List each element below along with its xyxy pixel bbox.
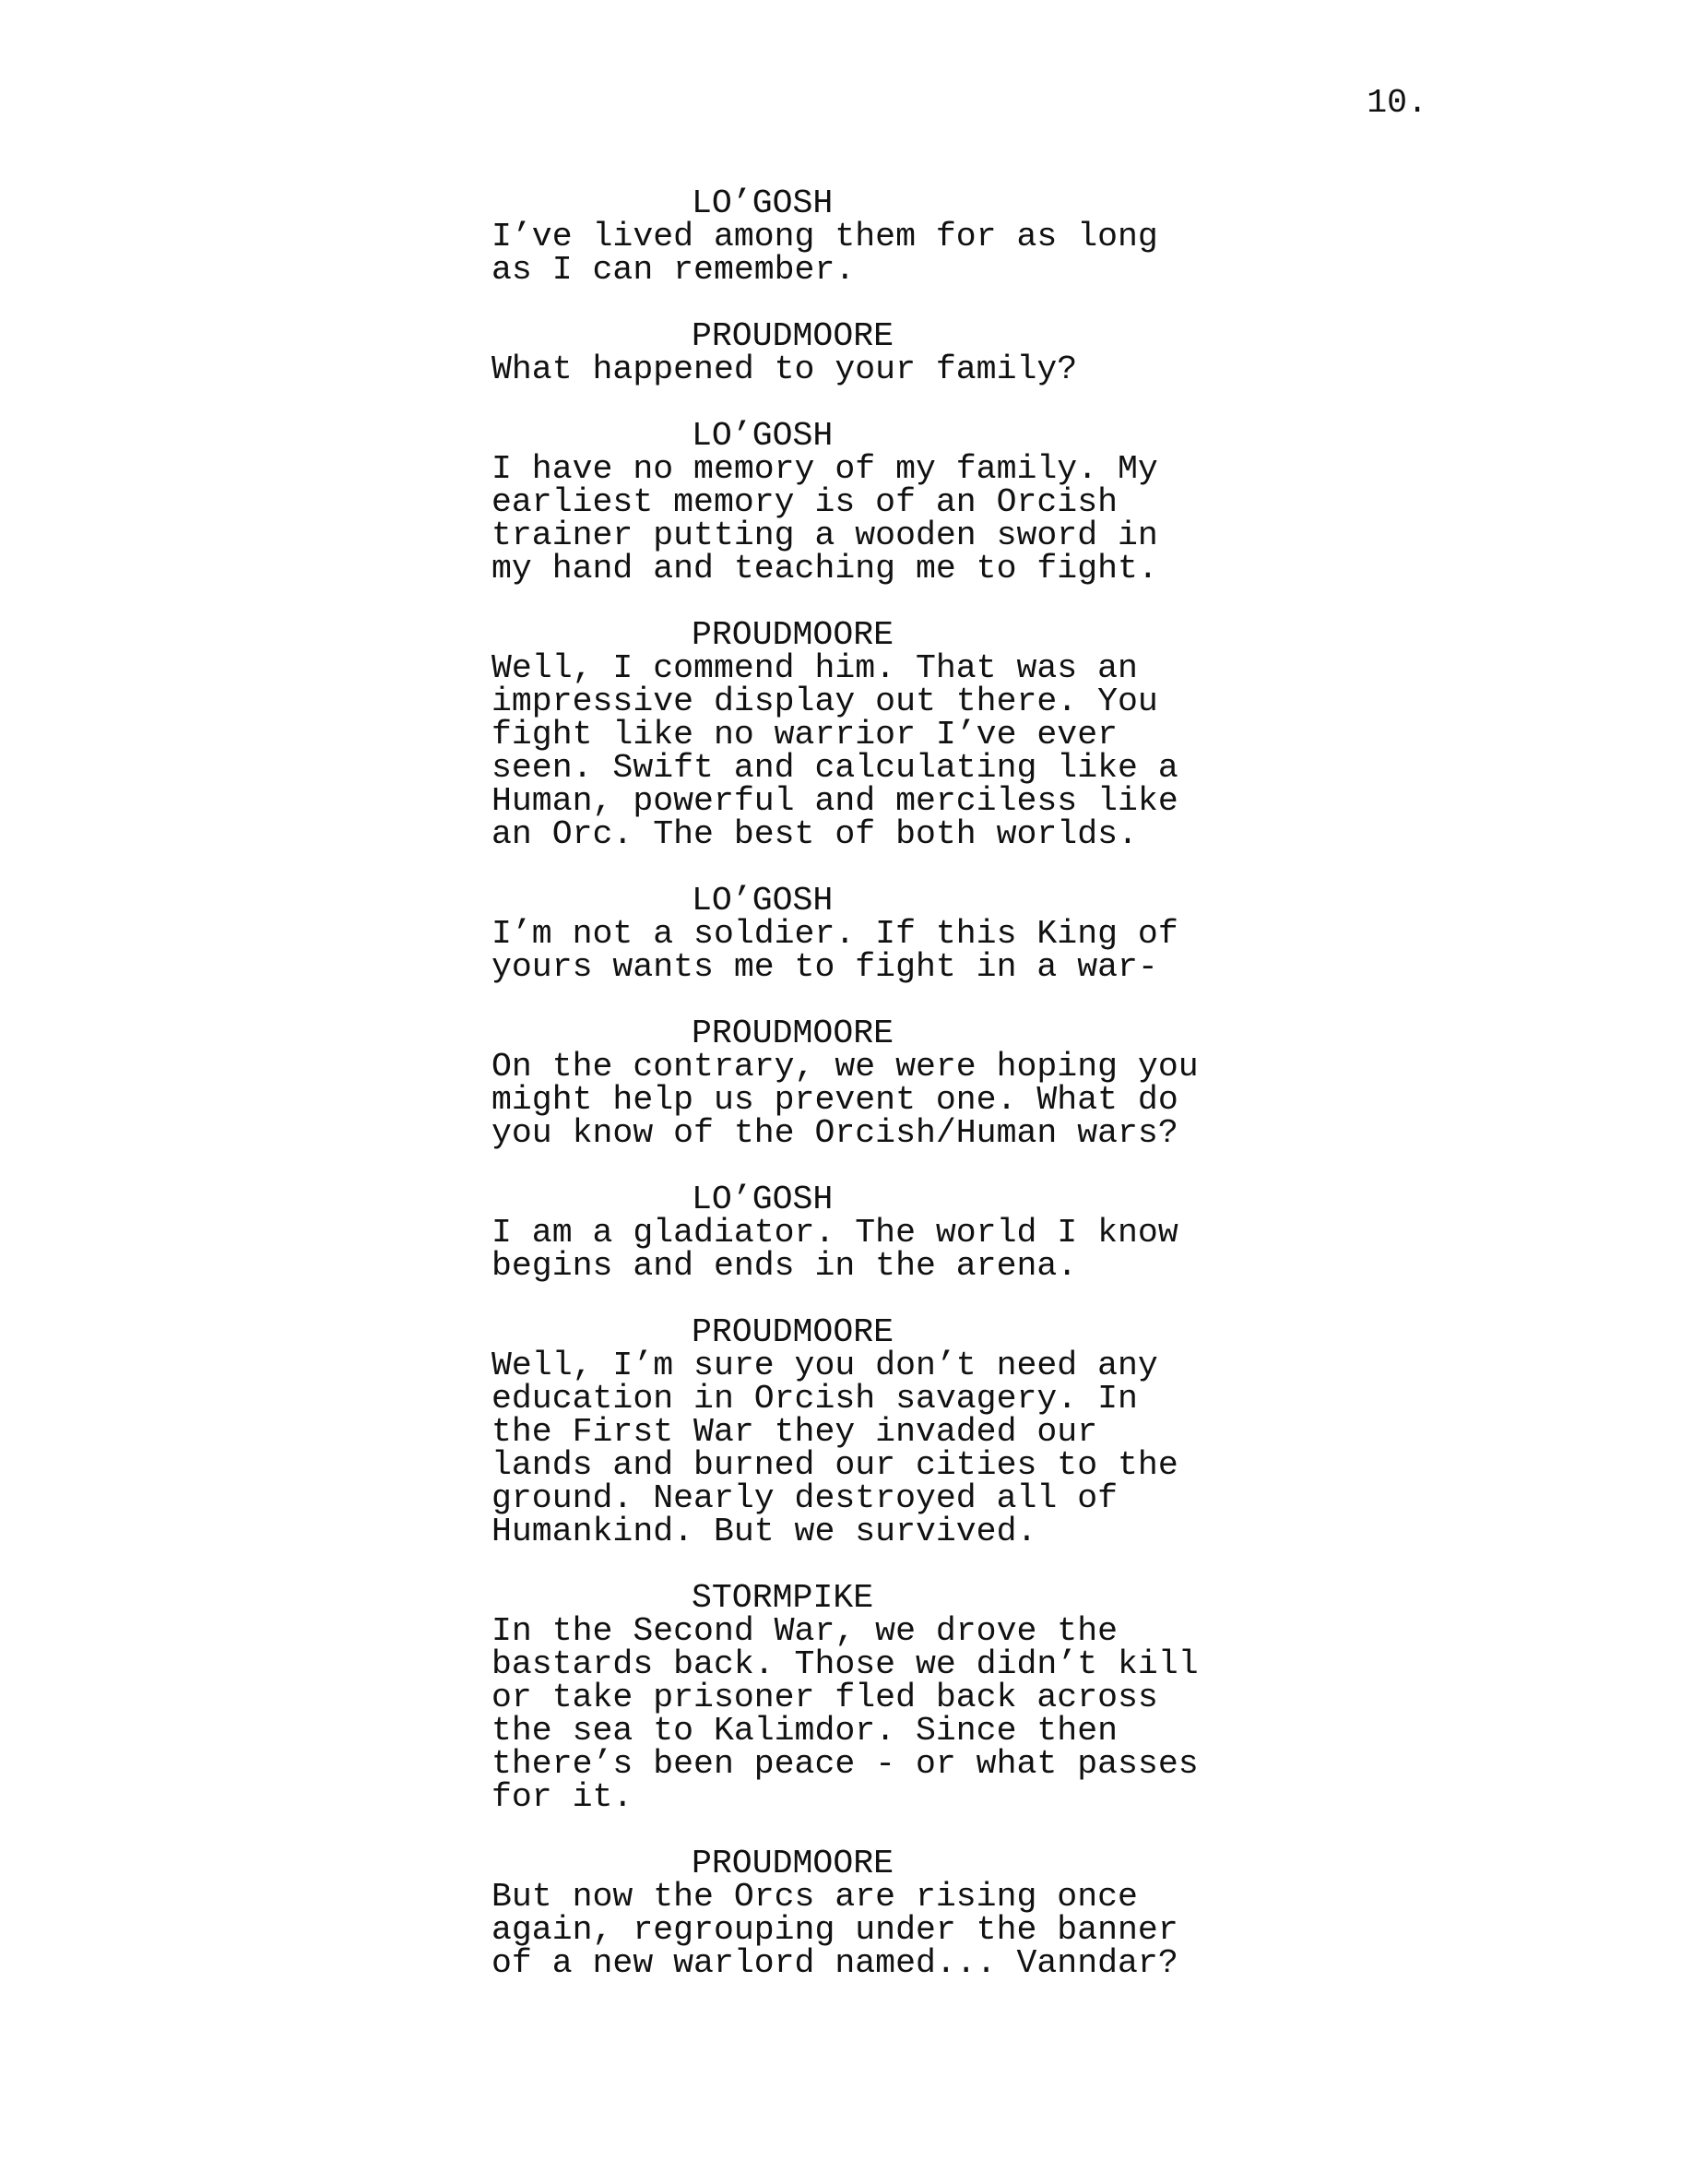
dialogue-block xyxy=(491,1183,1414,1283)
dialogue-line: of a new warlord named... Vanndar? xyxy=(491,1944,1178,1982)
dialogue-block xyxy=(491,616,1414,853)
dialogue-block xyxy=(491,1847,1414,1980)
dialogue-line: education in Orcish savagery. In xyxy=(491,1380,1138,1418)
dialogue-line: I’ve lived among them for as long xyxy=(491,218,1158,255)
character-name: PROUDMOORE xyxy=(692,616,894,654)
dialogue-block xyxy=(491,1313,1414,1550)
dialogue-line: I’m not a soldier. If this King of xyxy=(491,915,1178,953)
dialogue-line: bastards back. Those we didn’t kill xyxy=(491,1645,1199,1683)
dialogue-line: trainer putting a wooden sword in xyxy=(491,516,1158,554)
dialogue-line: lands and burned our cities to the xyxy=(491,1446,1178,1484)
character-name: STORMPIKE xyxy=(692,1579,874,1617)
dialogue-line: On the contrary, we were hoping you xyxy=(491,1048,1199,1086)
dialogue-line: might help us prevent one. What do xyxy=(491,1081,1178,1119)
dialogue-line: the First War they invaded our xyxy=(491,1413,1098,1451)
dialogue-line: Human, powerful and merciless like xyxy=(491,782,1178,820)
dialogue-line: or take prisoner fled back across xyxy=(491,1679,1158,1716)
dialogue-line: impressive display out there. You xyxy=(491,682,1158,720)
dialogue-line: Humankind. But we survived. xyxy=(491,1513,1037,1550)
dialogue-line: again, regrouping under the banner xyxy=(491,1911,1178,1949)
character-name: PROUDMOORE xyxy=(692,1015,894,1052)
page-number: 10. xyxy=(1367,84,1427,122)
character-name: LO’GOSH xyxy=(692,882,834,920)
dialogue-line: the sea to Kalimdor. Since then xyxy=(491,1712,1119,1750)
script-body xyxy=(491,184,1414,2013)
dialogue-line: for it. xyxy=(491,1778,633,1816)
dialogue-line: Well, I’m sure you don’t need any xyxy=(491,1347,1158,1384)
dialogue-line: yours wants me to fight in a war- xyxy=(491,948,1158,986)
dialogue-line: But now the Orcs are rising once xyxy=(491,1878,1138,1916)
character-name: LO’GOSH xyxy=(692,1181,834,1218)
dialogue-line: my hand and teaching me to fight. xyxy=(491,550,1158,588)
dialogue-block xyxy=(491,317,1414,388)
dialogue-line: seen. Swift and calculating like a xyxy=(491,749,1178,787)
dialogue-line: earliest memory is of an Orcish xyxy=(491,483,1119,521)
dialogue-block xyxy=(491,1579,1414,1816)
dialogue-line: In the Second War, we drove the xyxy=(491,1612,1119,1650)
dialogue-line: Well, I commend him. That was an xyxy=(491,649,1138,687)
character-name: PROUDMOORE xyxy=(692,1313,894,1351)
dialogue-line: I am a gladiator. The world I know xyxy=(491,1214,1178,1252)
dialogue-line: you know of the Orcish/Human wars? xyxy=(491,1114,1178,1152)
dialogue-block xyxy=(491,184,1414,289)
character-name: LO’GOSH xyxy=(692,184,834,222)
dialogue-line: fight like no warrior I’ve ever xyxy=(491,716,1119,754)
dialogue-line: ground. Nearly destroyed all of xyxy=(491,1479,1119,1517)
dialogue-block xyxy=(491,884,1414,984)
character-name: PROUDMOORE xyxy=(692,1845,894,1882)
dialogue-block xyxy=(491,1017,1414,1150)
character-name: LO’GOSH xyxy=(692,417,834,455)
character-name: PROUDMOORE xyxy=(692,317,894,355)
dialogue-line: begins and ends in the arena. xyxy=(491,1247,1078,1285)
dialogue-line: as I can remember. xyxy=(491,251,856,289)
dialogue-line: an Orc. The best of both worlds. xyxy=(491,815,1138,853)
dialogue-line: What happened to your family? xyxy=(491,350,1078,388)
dialogue-line: there’s been peace - or what passes xyxy=(491,1745,1199,1783)
dialogue-block xyxy=(491,417,1414,588)
dialogue-line: I have no memory of my family. My xyxy=(491,450,1158,488)
